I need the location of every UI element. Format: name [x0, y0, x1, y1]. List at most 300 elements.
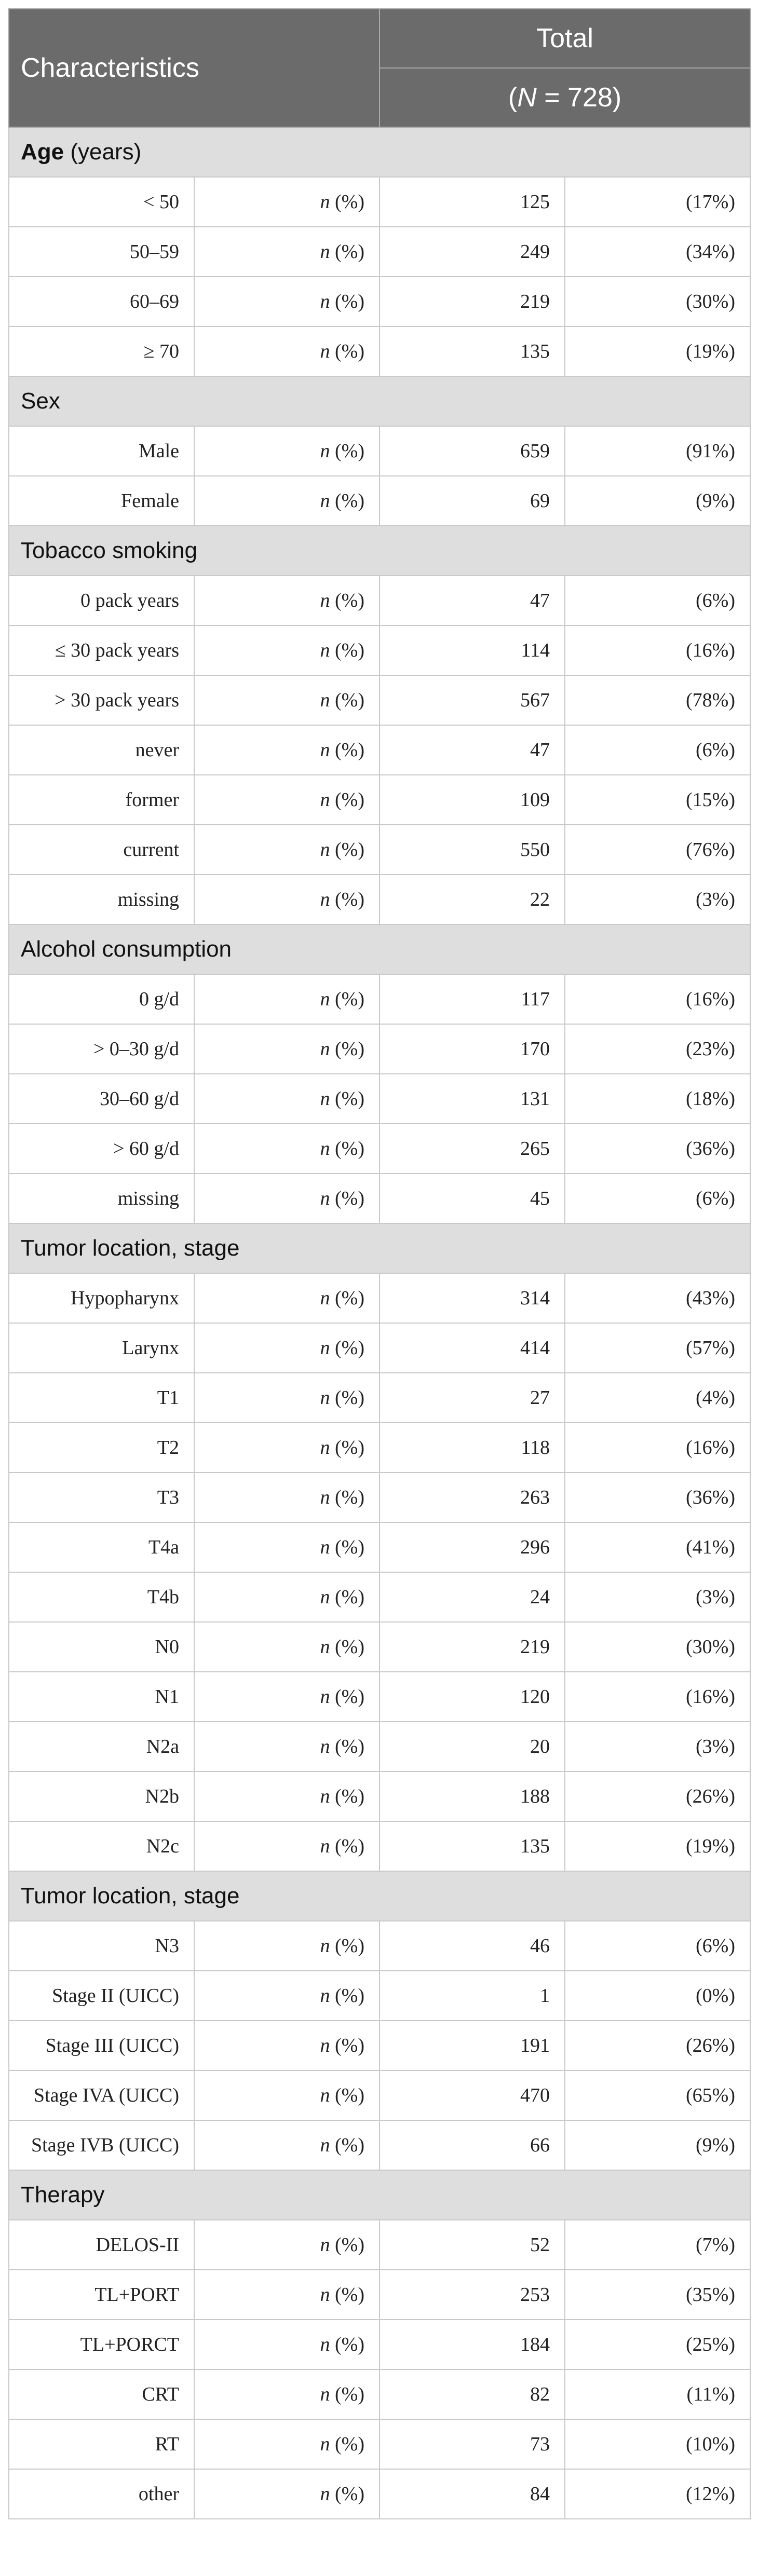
- row-percent: (65%): [565, 2070, 750, 2120]
- stat-symbol: n: [320, 1586, 330, 1608]
- table-row: [9, 227, 750, 277]
- row-percent: (41%): [565, 1522, 750, 1572]
- stat-symbol: n: [320, 490, 330, 512]
- stat-suffix: (%): [330, 2483, 364, 2505]
- stat-symbol: n: [320, 1786, 330, 1807]
- stat-suffix: (%): [330, 191, 364, 213]
- row-label: N2c: [9, 1821, 194, 1871]
- row-label: T4a: [9, 1522, 194, 1572]
- row-percent: (36%): [565, 1473, 750, 1522]
- row-label: current: [9, 825, 194, 875]
- stat-suffix: (%): [330, 2234, 364, 2256]
- row-statistic: [194, 2120, 380, 2170]
- stat-suffix: (%): [330, 2134, 364, 2156]
- row-percent: (6%): [565, 1921, 750, 1971]
- row-statistic: [194, 2070, 380, 2120]
- row-label: missing: [9, 1174, 194, 1223]
- stat-symbol: n: [320, 1686, 330, 1708]
- row-label: N1: [9, 1672, 194, 1722]
- row-statistic: [194, 1771, 380, 1821]
- row-statistic: [194, 1074, 380, 1124]
- row-statistic: [194, 1672, 380, 1722]
- stat-suffix: (%): [330, 1387, 364, 1409]
- stat-symbol: n: [320, 1487, 330, 1508]
- stat-suffix: (%): [330, 1138, 364, 1160]
- characteristics-table: [8, 8, 751, 2519]
- row-label: missing: [9, 875, 194, 924]
- row-label: 0 g/d: [9, 974, 194, 1024]
- row-percent: (9%): [565, 476, 750, 526]
- section-title: [9, 376, 750, 426]
- table-header: [9, 9, 750, 127]
- row-label: Stage IVB (UICC): [9, 2120, 194, 2170]
- row-label: Female: [9, 476, 194, 526]
- section-title-text: Tumor location, stage: [21, 1883, 240, 1909]
- row-percent: (78%): [565, 675, 750, 725]
- stat-suffix: (%): [330, 2433, 364, 2455]
- row-label: DELOS-II: [9, 2220, 194, 2270]
- stat-suffix: (%): [330, 1736, 364, 1757]
- table-row: [9, 1921, 750, 1971]
- section-title-text: Sex: [21, 388, 60, 414]
- row-label: T4b: [9, 1572, 194, 1622]
- table-row: [9, 277, 750, 326]
- stat-symbol: n: [320, 1088, 330, 1110]
- row-statistic: [194, 1722, 380, 1771]
- row-percent: (34%): [565, 227, 750, 277]
- stat-symbol: n: [320, 1636, 330, 1658]
- row-count: 219: [380, 1622, 565, 1672]
- row-count: 131: [380, 1074, 565, 1124]
- table-row: [9, 576, 750, 625]
- stat-suffix: (%): [330, 1038, 364, 1060]
- row-count: 20: [380, 1722, 565, 1771]
- stat-suffix: (%): [330, 988, 364, 1010]
- table-row: [9, 2320, 750, 2369]
- row-statistic: [194, 1522, 380, 1572]
- row-count: 659: [380, 426, 565, 476]
- table-row: [9, 2469, 750, 2519]
- row-percent: (35%): [565, 2270, 750, 2320]
- table-row: [9, 825, 750, 875]
- row-statistic: [194, 426, 380, 476]
- section-header-row: [9, 127, 750, 177]
- header-total: Total: [380, 9, 750, 68]
- row-count: 191: [380, 2021, 565, 2070]
- row-percent: (16%): [565, 625, 750, 675]
- stat-suffix: (%): [330, 1835, 364, 1857]
- stat-symbol: n: [320, 2084, 330, 2106]
- header-n-symbol: N: [517, 83, 537, 113]
- row-count: 265: [380, 1124, 565, 1174]
- row-statistic: [194, 2469, 380, 2519]
- row-label: Stage II (UICC): [9, 1971, 194, 2021]
- row-statistic: [194, 1124, 380, 1174]
- row-count: 296: [380, 1522, 565, 1572]
- stat-suffix: (%): [330, 1337, 364, 1359]
- row-count: 170: [380, 1024, 565, 1074]
- table-row: [9, 1572, 750, 1622]
- row-label: > 0–30 g/d: [9, 1024, 194, 1074]
- stat-suffix: (%): [330, 1686, 364, 1708]
- stat-symbol: n: [320, 1038, 330, 1060]
- row-percent: (36%): [565, 1124, 750, 1174]
- table-row: [9, 775, 750, 825]
- row-statistic: [194, 875, 380, 924]
- row-label: > 60 g/d: [9, 1124, 194, 1174]
- stat-symbol: n: [320, 1188, 330, 1209]
- row-statistic: [194, 277, 380, 326]
- row-count: 135: [380, 1821, 565, 1871]
- row-label: N2b: [9, 1771, 194, 1821]
- stat-symbol: n: [320, 1935, 330, 1957]
- row-percent: (19%): [565, 1821, 750, 1871]
- stat-symbol: n: [320, 590, 330, 611]
- section-header-row: [9, 1871, 750, 1921]
- row-statistic: [194, 725, 380, 775]
- row-statistic: [194, 625, 380, 675]
- section-title-text: Therapy: [21, 2182, 105, 2207]
- stat-symbol: n: [320, 1985, 330, 2007]
- stat-suffix: (%): [330, 2284, 364, 2306]
- table-row: [9, 1971, 750, 2021]
- section-header-row: [9, 1223, 750, 1273]
- row-count: 27: [380, 1373, 565, 1423]
- row-label: ≥ 70: [9, 326, 194, 376]
- row-statistic: [194, 1971, 380, 2021]
- table-row: [9, 675, 750, 725]
- stat-symbol: n: [320, 1337, 330, 1359]
- row-percent: (76%): [565, 825, 750, 875]
- stat-symbol: n: [320, 2284, 330, 2306]
- table-row: [9, 1672, 750, 1722]
- table-row: [9, 1024, 750, 1074]
- table-row: [9, 1473, 750, 1522]
- row-count: 1: [380, 1971, 565, 2021]
- section-title-text: Tobacco smoking: [21, 538, 197, 563]
- table-row: [9, 1074, 750, 1124]
- stat-suffix: (%): [330, 1985, 364, 2007]
- row-statistic: [194, 1473, 380, 1522]
- row-statistic: [194, 2320, 380, 2369]
- stat-symbol: n: [320, 1536, 330, 1558]
- row-count: 24: [380, 1572, 565, 1622]
- header-n-count: [380, 68, 750, 127]
- stat-suffix: (%): [330, 2035, 364, 2056]
- row-percent: (4%): [565, 1373, 750, 1423]
- row-statistic: [194, 1323, 380, 1373]
- stat-symbol: n: [320, 2483, 330, 2505]
- row-count: 45: [380, 1174, 565, 1223]
- row-percent: (12%): [565, 2469, 750, 2519]
- table-body: [9, 127, 750, 2519]
- row-count: 253: [380, 2270, 565, 2320]
- row-count: 82: [380, 2369, 565, 2419]
- row-label: T3: [9, 1473, 194, 1522]
- stat-suffix: (%): [330, 1188, 364, 1209]
- stat-suffix: (%): [330, 2084, 364, 2106]
- row-statistic: [194, 974, 380, 1024]
- stat-suffix: (%): [330, 689, 364, 711]
- row-count: 120: [380, 1672, 565, 1722]
- table-row: [9, 326, 750, 376]
- row-statistic: [194, 1622, 380, 1672]
- row-count: 263: [380, 1473, 565, 1522]
- stat-suffix: (%): [330, 1437, 364, 1459]
- stat-suffix: (%): [330, 789, 364, 811]
- row-percent: (11%): [565, 2369, 750, 2419]
- row-count: 125: [380, 177, 565, 227]
- stat-suffix: (%): [330, 241, 364, 263]
- stat-suffix: (%): [330, 490, 364, 512]
- row-statistic: [194, 177, 380, 227]
- row-percent: (30%): [565, 1622, 750, 1672]
- row-statistic: [194, 576, 380, 625]
- row-label: N3: [9, 1921, 194, 1971]
- table-row: [9, 1771, 750, 1821]
- row-percent: (16%): [565, 974, 750, 1024]
- row-percent: (25%): [565, 2320, 750, 2369]
- row-label: ≤ 30 pack years: [9, 625, 194, 675]
- table-row: [9, 1722, 750, 1771]
- row-statistic: [194, 1921, 380, 1971]
- row-label: TL+PORCT: [9, 2320, 194, 2369]
- row-count: 114: [380, 625, 565, 675]
- stat-symbol: n: [320, 2383, 330, 2405]
- section-title: [9, 526, 750, 576]
- stat-symbol: n: [320, 789, 330, 811]
- row-label: never: [9, 725, 194, 775]
- row-statistic: [194, 2021, 380, 2070]
- row-count: 550: [380, 825, 565, 875]
- stat-suffix: (%): [330, 2383, 364, 2405]
- row-percent: (6%): [565, 576, 750, 625]
- stat-symbol: n: [320, 440, 330, 462]
- row-label: 60–69: [9, 277, 194, 326]
- header-n-value: = 728): [536, 83, 622, 113]
- section-title: [9, 924, 750, 974]
- table-row: [9, 2070, 750, 2120]
- row-label: 0 pack years: [9, 576, 194, 625]
- table-row: [9, 1273, 750, 1323]
- row-statistic: [194, 1024, 380, 1074]
- row-count: 46: [380, 1921, 565, 1971]
- section-header-row: [9, 924, 750, 974]
- table-row: [9, 1124, 750, 1174]
- stat-symbol: n: [320, 340, 330, 362]
- row-label: N2a: [9, 1722, 194, 1771]
- table-row: [9, 1522, 750, 1572]
- row-label: other: [9, 2469, 194, 2519]
- stat-suffix: (%): [330, 1536, 364, 1558]
- section-title-text: Tumor location, stage: [21, 1235, 240, 1261]
- stat-symbol: n: [320, 2035, 330, 2056]
- table-row: [9, 2270, 750, 2320]
- stat-symbol: n: [320, 2433, 330, 2455]
- section-header-row: [9, 526, 750, 576]
- section-title: [9, 1223, 750, 1273]
- stat-symbol: n: [320, 2234, 330, 2256]
- row-statistic: [194, 775, 380, 825]
- stat-symbol: n: [320, 739, 330, 761]
- row-count: 118: [380, 1423, 565, 1473]
- row-percent: (30%): [565, 277, 750, 326]
- row-label: TL+PORT: [9, 2270, 194, 2320]
- row-percent: (16%): [565, 1423, 750, 1473]
- row-percent: (43%): [565, 1273, 750, 1323]
- row-percent: (3%): [565, 1572, 750, 1622]
- row-statistic: [194, 2220, 380, 2270]
- row-count: 73: [380, 2419, 565, 2469]
- stat-suffix: (%): [330, 739, 364, 761]
- stat-suffix: (%): [330, 1088, 364, 1110]
- table-row: [9, 875, 750, 924]
- row-label: Larynx: [9, 1323, 194, 1373]
- row-statistic: [194, 1821, 380, 1871]
- row-percent: (6%): [565, 725, 750, 775]
- row-percent: (17%): [565, 177, 750, 227]
- stat-suffix: (%): [330, 1586, 364, 1608]
- row-count: 66: [380, 2120, 565, 2170]
- row-label: Hypopharynx: [9, 1273, 194, 1323]
- stat-suffix: (%): [330, 639, 364, 661]
- stat-symbol: n: [320, 889, 330, 910]
- table-row: [9, 426, 750, 476]
- section-title-text: Alcohol consumption: [21, 936, 232, 962]
- stat-suffix: (%): [330, 590, 364, 611]
- row-statistic: [194, 2419, 380, 2469]
- row-label: T1: [9, 1373, 194, 1423]
- section-title: [9, 1871, 750, 1921]
- section-title-text: (years): [64, 139, 142, 165]
- row-count: 47: [380, 725, 565, 775]
- table-row: [9, 1323, 750, 1373]
- stat-suffix: (%): [330, 1287, 364, 1309]
- stat-symbol: n: [320, 2334, 330, 2355]
- row-statistic: [194, 476, 380, 526]
- table-row: [9, 625, 750, 675]
- stat-suffix: (%): [330, 1636, 364, 1658]
- stat-symbol: n: [320, 639, 330, 661]
- table-row: [9, 1423, 750, 1473]
- table-row: [9, 1174, 750, 1223]
- row-percent: (18%): [565, 1074, 750, 1124]
- header-n-prefix: (: [508, 83, 518, 113]
- row-label: RT: [9, 2419, 194, 2469]
- row-label: > 30 pack years: [9, 675, 194, 725]
- row-statistic: [194, 1423, 380, 1473]
- table-row: [9, 2021, 750, 2070]
- row-count: 567: [380, 675, 565, 725]
- stat-symbol: n: [320, 1387, 330, 1409]
- row-count: 249: [380, 227, 565, 277]
- stat-symbol: n: [320, 839, 330, 861]
- row-count: 414: [380, 1323, 565, 1373]
- section-header-row: [9, 376, 750, 426]
- row-label: T2: [9, 1423, 194, 1473]
- row-percent: (10%): [565, 2419, 750, 2469]
- row-statistic: [194, 1273, 380, 1323]
- row-count: 22: [380, 875, 565, 924]
- row-statistic: [194, 1174, 380, 1223]
- row-label: < 50: [9, 177, 194, 227]
- header-characteristics: Characteristics: [9, 9, 380, 127]
- table-row: [9, 2220, 750, 2270]
- row-label: Stage IVA (UICC): [9, 2070, 194, 2120]
- stat-suffix: (%): [330, 889, 364, 910]
- row-statistic: [194, 675, 380, 725]
- table-row: [9, 2369, 750, 2419]
- row-statistic: [194, 326, 380, 376]
- stat-suffix: (%): [330, 1786, 364, 1807]
- row-label: Male: [9, 426, 194, 476]
- stat-symbol: n: [320, 689, 330, 711]
- row-label: former: [9, 775, 194, 825]
- table-row: [9, 2120, 750, 2170]
- stat-suffix: (%): [330, 839, 364, 861]
- row-percent: (0%): [565, 1971, 750, 2021]
- table-row: [9, 2419, 750, 2469]
- table-row: [9, 1622, 750, 1672]
- row-percent: (3%): [565, 875, 750, 924]
- row-label: Stage III (UICC): [9, 2021, 194, 2070]
- row-count: 314: [380, 1273, 565, 1323]
- stat-suffix: (%): [330, 291, 364, 312]
- stat-suffix: (%): [330, 440, 364, 462]
- row-statistic: [194, 2270, 380, 2320]
- row-count: 109: [380, 775, 565, 825]
- stat-symbol: n: [320, 1736, 330, 1757]
- row-statistic: [194, 1373, 380, 1423]
- row-count: 84: [380, 2469, 565, 2519]
- row-percent: (16%): [565, 1672, 750, 1722]
- row-count: 69: [380, 476, 565, 526]
- stat-symbol: n: [320, 191, 330, 213]
- row-label: 30–60 g/d: [9, 1074, 194, 1124]
- stat-symbol: n: [320, 1437, 330, 1459]
- row-count: 188: [380, 1771, 565, 1821]
- row-percent: (19%): [565, 326, 750, 376]
- stat-symbol: n: [320, 988, 330, 1010]
- stat-symbol: n: [320, 2134, 330, 2156]
- row-percent: (57%): [565, 1323, 750, 1373]
- stat-symbol: n: [320, 241, 330, 263]
- row-percent: (26%): [565, 1771, 750, 1821]
- row-label: CRT: [9, 2369, 194, 2419]
- section-title-bold: Age: [21, 139, 64, 165]
- row-percent: (23%): [565, 1024, 750, 1074]
- row-count: 47: [380, 576, 565, 625]
- table-row: [9, 476, 750, 526]
- row-percent: (3%): [565, 1722, 750, 1771]
- stat-symbol: n: [320, 1835, 330, 1857]
- stat-symbol: n: [320, 1138, 330, 1160]
- row-percent: (91%): [565, 426, 750, 476]
- row-percent: (6%): [565, 1174, 750, 1223]
- row-count: 184: [380, 2320, 565, 2369]
- stat-suffix: (%): [330, 2334, 364, 2355]
- stat-symbol: n: [320, 1287, 330, 1309]
- row-count: 135: [380, 326, 565, 376]
- row-count: 219: [380, 277, 565, 326]
- stat-suffix: (%): [330, 340, 364, 362]
- row-label: N0: [9, 1622, 194, 1672]
- row-statistic: [194, 825, 380, 875]
- row-count: 117: [380, 974, 565, 1024]
- table-row: [9, 1373, 750, 1423]
- row-label: 50–59: [9, 227, 194, 277]
- stat-suffix: (%): [330, 1487, 364, 1508]
